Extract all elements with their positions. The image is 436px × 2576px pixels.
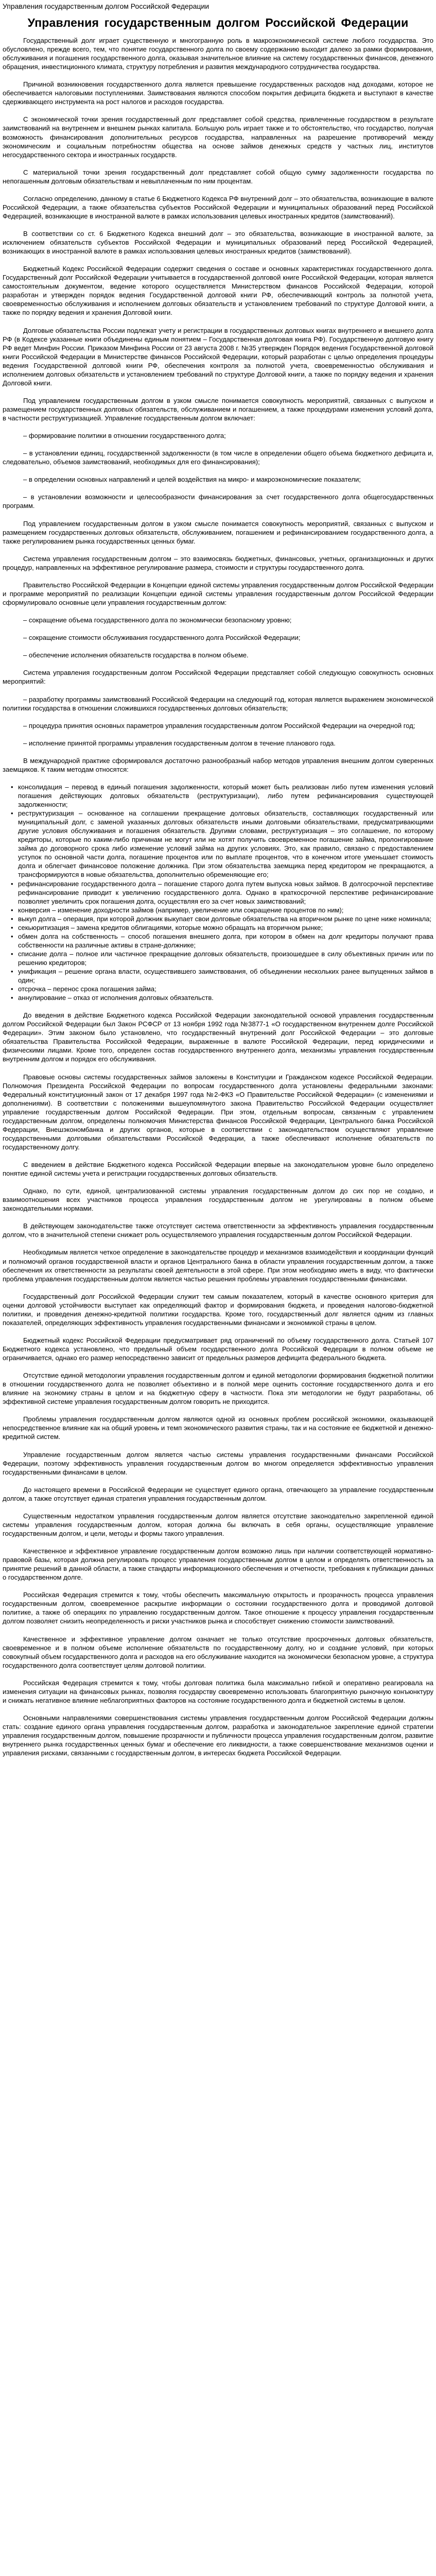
paragraph: Государственный долг играет существенную и многогранную роль в макроэкономической системе любого государства. Это обусловлено, прежде всего, тем, что понятие государственного долга по своему содержанию выходит далеко за рамки формирования, обслуживания и погашения государственного долга, оказывая значительное влияние на систему государственных финансов, денежного обращения, инвестиционного климата, структуру потребления и развития международного сотрудничества государства. bbox=[3, 37, 433, 71]
list-item: • консолидация – перевод в единый погашения задолженности, который может быть реализован либо путем изменения условий погашения действующих долговых обязательств (реструктуризации), либо путем рефинансирования существующей задолженности; bbox=[18, 783, 433, 809]
paragraph: Необходимым является четкое определение в законодательстве процедур и механизмов взаимодействия и координации функций и полномочий органов государственной власти и органов Центрального банка в области управления государственным долгом, а также обеспечения их ответственности за результаты своей деятельности в этой сфере. При этом необходимо иметь в виду, что фактически проблема управления государственным долгом является частью решения проблемы управления государственными финансами. bbox=[3, 1248, 433, 1283]
list-item: • отсрочка – перенос срока погашения займа; bbox=[18, 985, 433, 993]
paragraph: Правительство Российской Федерации в Концепции единой системы управления государственным долгом Российской Федерации и программе мероприятий по реализации Концепции единой системы управления государственным долгом Российской Федерации сформулировало основные цели управления государственным долгом: bbox=[3, 581, 433, 606]
paragraph: Правовые основы системы государственных займов заложены в Конституции и Гражданском кодексе Российской Федерации. Полномочия Президента Российской Федерации по вопросам государственного долга установлены федеральными законами: Федеральный конституционный закон от 17 декабря 1997 года №2-ФКЗ «О Правительстве Российской Федерации» (с изменениями и дополнениями). В соответствии с положениями вышеупомянутого закона Правительство Российской Федерации осуществляет управление государственным долгом Российской Федерации. При этом, отдельным вопросам, связанным с управлением государственным долгом, определены полномочия Министерства финансов Российской Федерации, Центрального банка Российской Федерации, Внешэкономбанка и других органов, которые в соответствии с законодательством осуществляют управление государственными долговыми обязательствами Российской Федерации, а также обеспечивают исполнение обязательств по государственному долгу. bbox=[3, 1073, 433, 1151]
list-item: • выкуп долга – операция, при которой должник выкупает свои долговые обязательства на вторичном рынке по цене ниже номинала; bbox=[18, 914, 433, 923]
paragraph: – в установлении единиц, государственной задолженности (в том числе в определении общего объема бюджетного дефицита и, следовательно, объемов заимствований, необходимых для его финансирования); bbox=[3, 449, 433, 466]
list-item: • рефинансирование государственного долга – погашение старого долга путем выпуска новых займов. В долгосрочной перспективе рефинансирование приводит к увеличению государственного долга. Однако в краткосрочной перспективе рефинансирование позволяет увеличить срок погашения долга, осуществляя его за счет новых заимствований; bbox=[18, 879, 433, 906]
list-item: • секьюритизация – замена кредитов облигациями, которые можно обращать на вторичном рынке; bbox=[18, 923, 433, 932]
paragraph: Долговые обязательства России подлежат учету и регистрации в государственных долговых книгах внутреннего и внешнего долга РФ (в Кодексе указанные книги объединены единым понятием – Государственная долговая книга РФ). Государственную долговую книгу РФ ведет Минфин России. Приказом Минфина России от 23 августа 2008 г. №35 утвержден Порядок ведения Государственной долговой книги Российской Федерации в Министерстве финансов Российской Федерации, который разработан с целью определения процедуры ведения Государственной долговой книги РФ, обеспечения контроля за полнотой учета, своевременностью обслуживания и исполнением долговых обязательств и установлением требований по структуре Долговой книги, а также по порядку ведения и хранения Долговой книги. bbox=[3, 326, 433, 387]
paragraph: Государственный долг Российской Федерации служит тем самым показателем, который в качестве основного критерия для оценки долговой устойчивости выступает как определяющий фактор и формирования бюджета, и проведения налогово-бюджетной политики, и проведения денежно-кредитной политики государства. Кроме того, государственный долг является одним из главных показателей, определяющих эффективность управления государственными финансами и экономикой страны в целом. bbox=[3, 1292, 433, 1327]
paragraph: Согласно определению, данному в статье 6 Бюджетного Кодекса РФ внутренний долг – это обязательства, возникающие в валюте Российской Федерации, а также обязательства субъектов Российской Федерации и муниципальных образований перед Российской Федерацией, возникающие в иностранной валюте в рамках использования целевых иностранных кредитов (заимствований). bbox=[3, 194, 433, 220]
paragraph: Под управлением государственным долгом в узком смысле понимается совокупность мероприятий, связанных с выпуском и размещением государственных долговых обязательств, обслуживанием и погашением, а также процедурами изменения условий долга, в частности реструктуризацией. Управление государственным долгом включает: bbox=[3, 396, 433, 422]
paragraph: В международной практике сформировался достаточно разнообразный набор методов управления внешним долгом суверенных заемщиков. К таким методам относятся: bbox=[3, 756, 433, 773]
paragraph: – сокращение стоимости обслуживания государственного долга Российской Федерации; bbox=[23, 634, 301, 642]
paragraph: Система управления государственным долгом – это взаимосвязь бюджетных, финансовых, учетных, организационных и других процедур, направленных на эффективное регулирование размера, стоимости и структуры государственного долга. bbox=[3, 554, 433, 571]
bullet-list bbox=[3, 783, 433, 1002]
paragraph: В действующем законодательстве также отсутствует система ответственности за эффективность управления государственным долгом, что в значительной степени снижает роль осуществляемого управления государственным долгом Российской Федерации. bbox=[3, 1222, 433, 1239]
paragraph: – обеспечение исполнения обязательств государства в полном объеме. bbox=[23, 651, 249, 659]
paragraph: – в установлении возможности и целесообразности финансирования за счет государственного долга общегосударственных программ. bbox=[3, 493, 433, 510]
paragraph: Российская Федерация стремится к тому, чтобы долговая политика была максимально гибкой и оперативно реагировала на изменения ситуации на финансовых рынках, позволяя государству своевременно использовать благоприятную рыночную конъюнктуру и снижать негативное влияние неблагоприятных факторов на состояние государственного долга и бюджетной системы в целом. bbox=[3, 1679, 433, 1704]
paragraph: Система управления государственным долгом Российской Федерации представляет собой следующую совокупность основных мероприятий: bbox=[3, 669, 433, 686]
document-title: Управления государственным долгом Российской Федерации bbox=[27, 16, 409, 29]
site-title: Управления государственным долгом Российской Федерации bbox=[3, 2, 210, 10]
list-item: • унификация – решение органа власти, осуществившего заимствования, об объединении нескольких ранее выпущенных займов в один; bbox=[18, 967, 433, 985]
paragraph: С введением в действие Бюджетного кодекса Российской Федерации впервые на законодательном уровне было определено понятие единой системы учета и регистрации государственных долговых обязательств. bbox=[3, 1161, 433, 1178]
list-item: • списание долга – полное или частичное прекращение долговых обязательств, произошедшее в силу объективных причин или по решению кредиторов; bbox=[18, 950, 433, 967]
list-item: • аннулирование – отказ от исполнения долговых обязательств. bbox=[18, 993, 433, 1002]
paragraph: – сокращение объема государственного долга по экономически безопасному уровню; bbox=[23, 616, 292, 624]
paragraph: Отсутствие единой методологии управления государственным долгом и единой методологии формирования бюджетной политики в отношении государственного долга не позволяет объективно и в полной мере оценить состояние государственного долга и его влияние на экономику страны в целом и на бюджетную сферу в частности. Пока эти методологии не будут разработаны, об эффективной системе управления государственным долгом говорить не приходится. bbox=[3, 1371, 433, 1406]
paragraph: – формирование политики в отношении государственного долга; bbox=[23, 432, 226, 440]
paragraph: Основными направлениями совершенствования системы управления государственным долгом Российской Федерации должны стать: создание единого органа управления государственным долгом, разработка и законодательное закрепление единой стратегии управления государственным долгом, повышение прозрачности и публичности процесса управления государственным долгом, развитие внутреннего рынка государственных ценных бумаг и обеспечение его ликвидности, а также совершенствование механизмов оценки и управления рисками, связанными с государственным долгом, в интересах бюджета Российской Федерации. bbox=[3, 1714, 433, 1757]
paragraph: Однако, по сути, единой, централизованной системы управления государственным долгом до сих пор не создано, и взаимоотношения всех участников процесса управления государственным долгом не урегулированы в полном объеме законодательными нормами. bbox=[3, 1187, 433, 1213]
paragraph: Управление государственным долгом является частью системы управления государственными финансами Российской Федерации, поэтому эффективность управления государственным долгом во многом определяется эффективностью управления государственными финансами в целом. bbox=[3, 1450, 433, 1476]
paragraph: Проблемы управления государственным долгом являются одной из основных проблем российской экономики, оказывающей непосредственное влияние как на общий уровень и темп экономического развития страны, так и на состояние ее бюджетной и денежно-кредитной систем. bbox=[3, 1415, 433, 1441]
paragraph: До введения в действие Бюджетного кодекса Российской Федерации законодательной основой управления государственным долгом Российской Федерации был Закон РСФСР от 13 ноября 1992 года №3877-1 «О государственном внутреннем долге Российской Федерации». Этим законом было установлено, что государственный внутренний долг Российской Федерации – это долговые обязательства Правительства Российской Федерации, выраженные в валюте Российской Федерации, перед юридическими и физическими лицами. Кроме того, определен состав государственного внутреннего долга, механизмы управления государственным внутренним долгом и порядок его обслуживания. bbox=[3, 1011, 433, 1063]
paragraph: – в определении основных направлений и целей воздействия на микро- и макроэкономические показатели; bbox=[23, 476, 361, 484]
document-body bbox=[3, 36, 433, 1757]
paragraph: Существенным недостатком управления государственным долгом является отсутствие законодательно закрепленной единой системы управления государственным долгом, которая должна бы включать в себя органы, осуществляющие управление государственным долгом, и цели, методы и формы такого управления. bbox=[3, 1512, 433, 1537]
list-item: • обмен долга на собственность – способ погашения внешнего долга, при котором в обмен на долг кредиторы получают права собственности на различные активы в стране-должнике; bbox=[18, 932, 433, 950]
paragraph: С материальной точки зрения государственный долг представляет собой общую сумму задолженности государства по непогашенным долговым обязательствам и невыплаченным по ним процентам. bbox=[3, 168, 433, 185]
paragraph: Российская Федерация стремится к тому, чтобы обеспечить максимальную открытость и прозрачность процесса управления государственным долгом, своевременное раскрытие информации о состоянии государственного долга и проводимой долговой политике, а также об операциях по управлению государственным долгом. Такое отношение к процессу управления государственным долгом позволяет снизить неопределенность и риски участников рынка и способствует снижению стоимости заимствований. bbox=[3, 1591, 433, 1625]
paragraph: В соответствии со ст. 6 Бюджетного Кодекса внешний долг – это обязательства, возникающие в иностранной валюте, за исключением обязательств субъектов Российской Федерации и муниципальных образований перед Российской Федерацией, возникающих в иностранной валюте в рамках использования целевых иностранных кредитов (заимствований). bbox=[3, 230, 433, 256]
list-item: • конверсия – изменение доходности займов (например, увеличение или сокращение процентов по ним); bbox=[18, 906, 433, 914]
paragraph: Под управлением государственным долгом в узком смысле понимается совокупность мероприятий, связанных с выпуском и размещением государственных долговых обязательств, обслуживанием, погашением и рефинансированием государственного долга, а также регулированием рынка государственных ценных бумаг. bbox=[3, 519, 433, 545]
paragraph: Бюджетный Кодекс Российской Федерации содержит сведения о составе и основных характеристиках государственного долга. Государственный долг Российской Федерации учитывается в государственной долговой книге Российской Федерации, которая является самостоятельным документом, ведение которого осуществляется Министерством финансов Российской Федерации, которой разработан и утвержден порядок ведения Государственной долговой книги РФ, обеспечивающий контроль за полнотой учета, своевременностью обслуживания и исполнением долговых обязательств и установлением требований по структуре Долговой книги, а также по порядку ведения и хранения Долговой книги. bbox=[3, 265, 433, 317]
paragraph: Качественное и эффективное управление долгом означает не только отсутствие просроченных долговых обязательств, своевременное и в полном объеме исполнение обязательств по государственному долгу, но и создание условий, при которых совокупный объем государственного долга и расходов на его обслуживание находится на экономически безопасном уровне, а структура государственного долга соответствует целям долговой политики. bbox=[3, 1635, 433, 1669]
paragraph: До настоящего времени в Российской Федерации не существует единого органа, отвечающего за управление государственным долгом, а также отсутствует единая стратегия управления государственным долгом. bbox=[3, 1485, 433, 1502]
paragraph: – разработку программы заимствований Российской Федерации на следующий год, которая является выражением экономической политики государства в отношении сложившихся государственных долговых обязательств; bbox=[3, 695, 433, 712]
paragraph: Причиной возникновения государственного долга является превышение государственных расходов над доходами, которое не обеспечивается налоговыми поступлениями. Заимствования являются способом покрытия дефицита бюджета и выступают в качестве сдерживающего инструмента на рост налогов и расходов государства. bbox=[3, 80, 433, 106]
paragraph: Качественное и эффективное управление государственным долгом возможно лишь при наличии соответствующей нормативно-правовой базы, которая должна регулировать процесс управления государственным долгом в целом и определять ответственность за принятие решений в данной области, а также стандарты информационного обеспечения и отчетности, требования к публикации данных о государственном долге. bbox=[3, 1547, 433, 1582]
list-item: • реструктуризация – основанное на соглашении прекращение долговых обязательств, составляющих государственный или муниципальный долг, с заменой указанных долговых обязательств иными долговыми обязательствами, предусматривающими другие условия обслуживания и погашения обязательств. Другими словами, реструктуризация – это соглашение, по которому кредиторы, которые по каким-либо причинам не могут или не хотят получить своевременное погашение займа, пролонгирование займа до договорного срока либо изменение условий займа на других условиях. Это, как правило, связано с предоставлением уступок по основной части долга, погашение процентов или по выплате процентов, что в конечном итоге уменьшает стоимость долга и облегчает финансовое положение должника. При этом обязательства заемщика перед кредитором не прекращаются, а трансформируются в новые обязательства, дополнительно обременяющие его; bbox=[18, 809, 433, 879]
paragraph: – процедура принятия основных параметров управления государственным долгом Российской Федерации на очередной год; bbox=[23, 721, 415, 730]
paragraph: Бюджетный кодекс Российской Федерации предусматривает ряд ограничений по объему государственного долга. Статьей 107 Бюджетного кодекса установлено, что предельный объем государственного долга Российской Федерации в полном объеме не ограничивается, однако его размер непосредственно зависит от предельных размеров дефицита федерального бюджета. bbox=[3, 1336, 433, 1362]
paragraph: – исполнение принятой программы управления государственным долгом в течение планового года. bbox=[23, 739, 336, 747]
paragraph: С экономической точки зрения государственный долг представляет собой средства, привлеченные государством в результате заимствований на внутреннем и внешнем рынках капитала. Большую роль играет также и то обстоятельство, что государство, получая возможность финансирования дополнительных ресурсов государства, направленных на разрешение противоречий между экономическим и социальным потребностям общества на основе займов денежных средств у частных лиц, институтов негосударственного сектора и иностранных государств. bbox=[3, 115, 433, 159]
